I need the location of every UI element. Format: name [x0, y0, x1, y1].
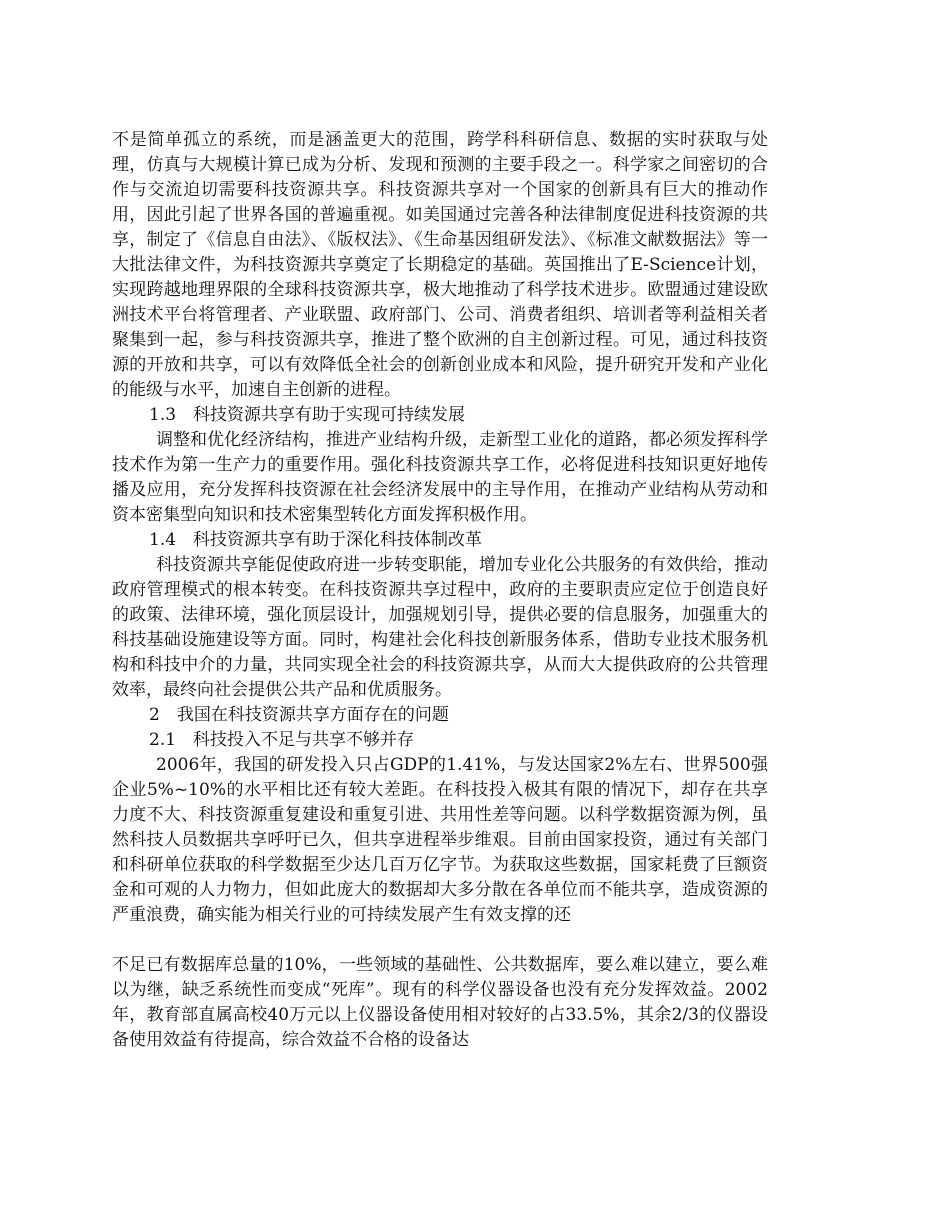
- paragraph-continued: 不足已有数据库总量的10%，一些领域的基础性、公共数据库，要么难以建立，要么难以为继，缺乏系统性而变成“死库”。现有的科学仪器设备也没有充分发挥效益。2002年，教育部直属高校40万元以上仪器设备使用相对较好的占33.5%，其余2/3的仪器设备使用效益有待提高，综合效益不合格的设备达: [112, 955, 768, 1050]
- section-heading-1-4: 1.4 科技资源共享有助于深化科技体制改革: [149, 530, 483, 550]
- paragraph-section-1-4: 科技资源共享能促使政府进一步转变职能，增加专业化公共服务的有效供给，推动政府管理模式的根本转变。在科技资源共享过程中，政府的主要职责应定位于创造良好的政策、法律环境，强化顶层设计，加强规划引导，提供必要的信息服务，加强重大的科技基础设施建设等方面。同时，构建社会化科技创新服务体系，借助专业技术服务机构和科技中介的力量，共同实现全社会的科技资源共享，从而大大提供政府的公共管理效率，最终向社会提供公共产品和优质服务。: [112, 555, 768, 700]
- document-page: [112, 128, 768, 1053]
- paragraph-section-2-1: 2006年，我国的研发投入只占GDP的1.41%，与发达国家2%左右、世界500强企业5%~10%的水平相比还有较大差距。在科技投入极其有限的情况下，却存在共享力度不大、科技资源重复建设和重复引进、共用性差等问题。以科学数据资源为例，虽然科技人员数据共享呼吁已久，但共享进程举步维艰。目前由国家投资，通过有关部门和科研单位获取的科学数据至少达几百万亿字节。为获取这些数据，国家耗费了巨额资金和可观的人力物力，但如此庞大的数据却大多分散在各单位而不能共享，造成资源的严重浪费，确实能为相关行业的可持续发展产生有效支撑的还: [112, 755, 768, 925]
- section-heading-2-1: 2.1 科技投入不足与共享不够并存: [149, 730, 415, 750]
- section-heading-2: 2 我国在科技资源共享方面存在的问题: [149, 705, 449, 725]
- paragraph-intro: 不是简单孤立的系统，而是涵盖更大的范围，跨学科科研信息、数据的实时获取与处理，仿真与大规模计算已成为分析、发现和预测的主要手段之一。科学家之间密切的合作与交流迫切需要科技资源共享。科技资源共享对一个国家的创新具有巨大的推动作用，因此引起了世界各国的普遍重视。如美国通过完善各种法律制度促进科技资源的共享，制定了《信息自由法》、《版权法》、《生命基因组研发法》、《标准文献数据法》等一大批法律文件，为科技资源共享奠定了长期稳定的基础。英国推出了E-Science计划，实现跨越地理界限的全球科技资源共享，极大地推动了科学技术进步。欧盟通过建设欧洲技术平台将管理者、产业联盟、政府部门、公司、消费者组织、培训者等利益相关者聚集到一起，参与科技资源共享，推进了整个欧洲的自主创新过程。可见，通过科技资源的开放和共享，可以有效降低全社会的创新创业成本和风险，提升研究开发和产业化的能级与水平，加速自主创新的进程。: [112, 130, 768, 400]
- page-break-gap: [112, 928, 768, 953]
- paragraph-section-1-3: 调整和优化经济结构，推进产业结构升级，走新型工业化的道路，都必须发挥科学技术作为第一生产力的重要作用。强化科技资源共享工作，必将促进科技知识更好地传播及应用，充分发挥科技资源在社会经济发展中的主导作用，在推动产业结构从劳动和资本密集型向知识和技术密集型转化方面发挥积极作用。: [112, 430, 768, 525]
- section-heading-1-3: 1.3 科技资源共享有助于实现可持续发展: [149, 405, 466, 425]
